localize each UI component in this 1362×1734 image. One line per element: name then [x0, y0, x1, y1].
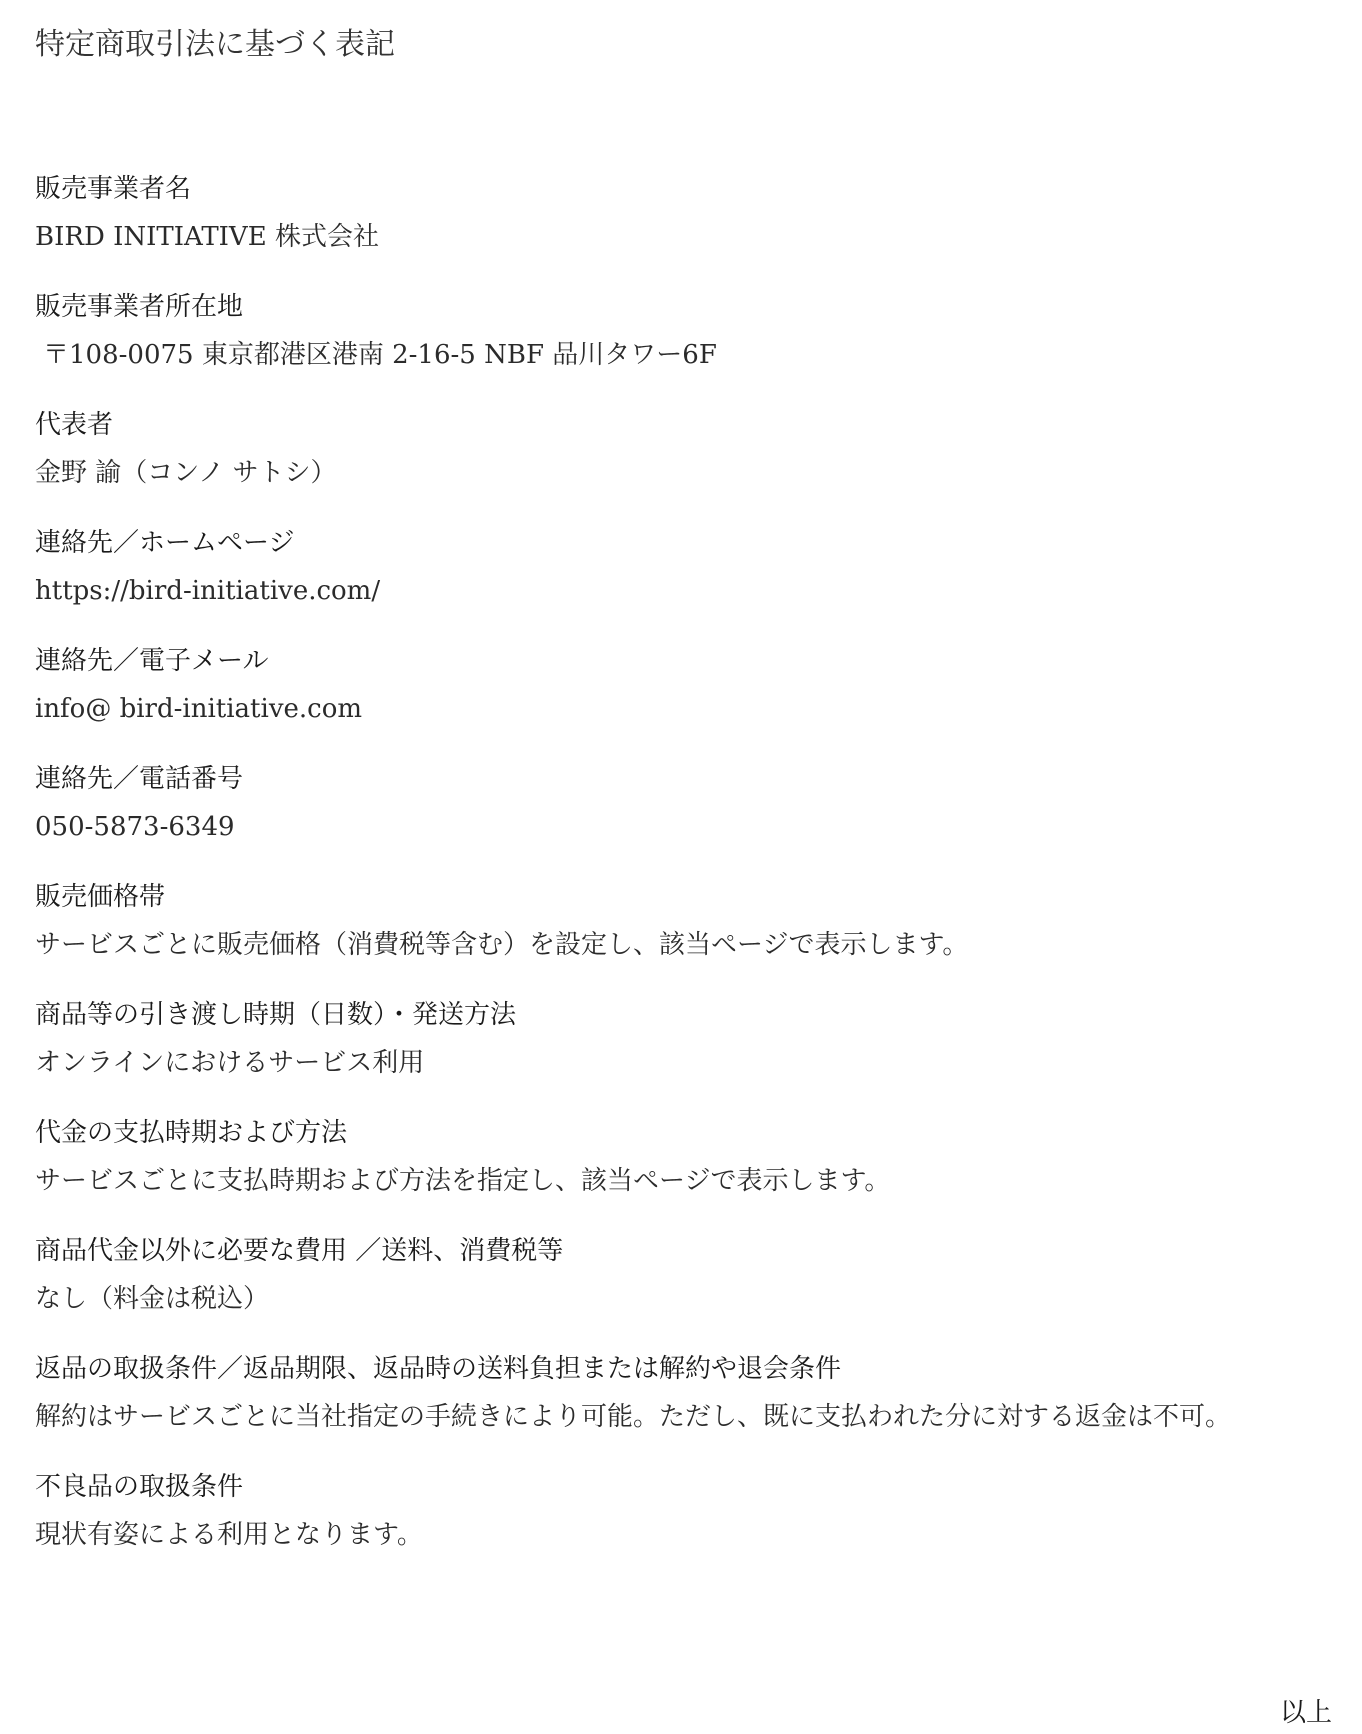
section-representative — [35, 404, 1335, 498]
section-seller-address — [35, 286, 1335, 380]
section-label: 返品の取扱条件／返品期限、返品時の送料負担または解約や退会条件 — [35, 1354, 842, 1384]
closing-text: 以上 — [1279, 1698, 1332, 1728]
section-homepage — [35, 522, 1335, 616]
homepage-link[interactable]: https://bird-initiative.com/ — [35, 576, 381, 606]
section-delivery — [35, 994, 1335, 1088]
section-label: 販売価格帯 — [35, 882, 166, 912]
email-link[interactable]: info@ bird-initiative.com — [35, 694, 363, 724]
section-value: 現状有姿による利用となります。 — [35, 1520, 423, 1550]
section-value: 金野 諭（コンノ サトシ） — [35, 458, 337, 488]
section-label: 代金の支払時期および方法 — [35, 1118, 348, 1148]
section-label: 連絡先／ホームページ — [35, 528, 295, 558]
section-value: 解約はサービスごとに当社指定の手続きにより可能。ただし、既に支払われた分に対する返金は不可。 — [35, 1402, 1232, 1432]
section-value: BIRD INITIATIVE 株式会社 — [35, 222, 379, 252]
section-label: 不良品の取扱条件 — [35, 1472, 244, 1502]
section-label: 連絡先／電話番号 — [35, 764, 244, 794]
page-title: 特定商取引法に基づく表記 — [35, 27, 395, 62]
legal-notice-page — [35, 0, 1335, 1584]
section-value: オンラインにおけるサービス利用 — [35, 1048, 425, 1078]
section-label: 販売事業者名 — [35, 174, 192, 204]
section-returns — [35, 1348, 1335, 1442]
section-value: 050-5873-6349 — [35, 812, 235, 842]
section-defects — [35, 1466, 1335, 1560]
notice-sections — [35, 168, 1335, 1560]
section-payment — [35, 1112, 1335, 1206]
section-label: 連絡先／電子メール — [35, 646, 269, 676]
section-label: 商品等の引き渡し時期（日数）・発送方法 — [35, 1000, 517, 1030]
section-value: 〒108-0075 東京都港区港南 2-16-5 NBF 品川タワー6F — [43, 340, 717, 370]
section-label: 代表者 — [35, 410, 114, 440]
section-additional-fees — [35, 1230, 1335, 1324]
section-email — [35, 640, 1335, 734]
section-label: 商品代金以外に必要な費用 ／送料、消費税等 — [35, 1236, 564, 1266]
section-phone — [35, 758, 1335, 852]
section-value: サービスごとに支払時期および方法を指定し、該当ページで表示します。 — [35, 1166, 891, 1196]
section-label: 販売事業者所在地 — [35, 292, 244, 322]
section-seller-name — [35, 168, 1335, 262]
section-price-range — [35, 876, 1335, 970]
section-value: なし（料金は税込） — [35, 1284, 270, 1314]
section-value: サービスごとに販売価格（消費税等含む）を設定し、該当ページで表示します。 — [35, 930, 969, 960]
